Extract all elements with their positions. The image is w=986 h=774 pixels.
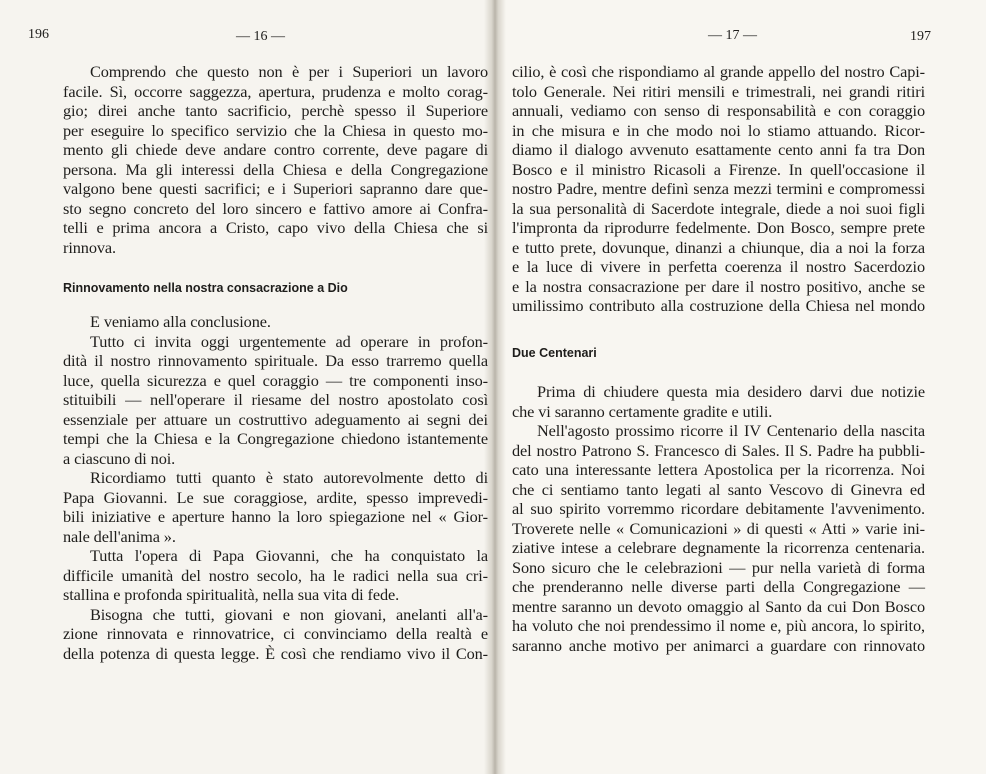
text-line: cilio, è così che rispondiamo al grande appello del nostro Capi- [512,62,925,81]
text-line: persona. Ma gli interessi della Chiesa e della Congregazione [63,159,488,179]
page-number: 197 [910,29,931,44]
text-line: nostro Padre, mentre definì senza mezzi termini e compromessi [512,179,925,198]
text-line: cato una interessante lettera Apostolica per la ricorrenza. Noi [512,460,925,479]
text-line: nale dell'anima ». [63,526,176,546]
text-line: Sono sicuro che le celebrazioni — pur nella varietà di forma [512,557,925,577]
text-line: e la nostra consacrazione per dare il nostro positivo, anche se [512,276,925,296]
text-line: facile. Sì, occorre saggezza, apertura, prudenza e molto corag- [63,81,488,101]
text-line: e la luce di vivere in perfetta coerenza il nostro Sacerdozio [512,257,925,276]
text-line: mentre saranno un devoto omaggio al Santo da cui Don Bosco [512,596,925,616]
text-line: bili iniziative e aperture hanno la loro spiegazione nel « Gior- [63,507,488,526]
text-line: Papa Giovanni. Le sue coraggiose, ardite, spesso imprevedi- [63,487,488,507]
text-line: telli e prima ancora a Cristo, capo vivo della Chiesa che si [63,218,488,237]
text-line: del nostro Patrono S. Francesco di Sales. Il S. Padre ha pubbli- [512,440,925,460]
text-line: in che misura e in che modo noi lo stiamo attuando. Ricor- [512,120,925,140]
text-line: annuali, vediamo con senso di responsabilità e con coraggio [512,101,925,120]
running-head: — 16 — [236,29,285,44]
text-line: ha voluto che noi prendessimo il nome e, più ancora, lo spirito, [512,616,925,635]
text-line: diamo il dialogo avvenuto esattamente cento anni fa tra Don [512,140,925,159]
text-line: della potenza di questa legge. È così che rendiamo vivo il Con- [63,643,488,663]
text-line: Tutto ci invita oggi urgentemente ad operare in profon- [90,331,488,351]
page-number: 196 [28,27,49,42]
text-line: a ciascuno di noi. [63,448,176,468]
text-line: Bisogna che tutti, giovani e non giovani, anelanti all'a- [90,604,488,624]
section-heading: Due Centenari [512,346,597,360]
text-line: per eseguire lo specifico servizio che la Chiesa in questo mo- [63,120,488,140]
text-line: stallina e profonda spiritualità, nella sua vita di fede. [63,585,400,604]
text-line: ziative intese a celebrare degnamente la ricorrenza centenaria. [512,538,925,557]
text-line: luce, quella sicurezza e quel coraggio — tre componenti inso- [63,370,488,390]
text-line: Ricordiamo tutti quanto è stato autorevolmente detto di [90,468,488,487]
text-line: mento gli chiede deve andare contro corrente, deve pagare di [63,140,488,159]
text-line: dità il nostro rinnovamento spirituale. Da esso trarremo quella [63,351,488,370]
text-line: l'impronta da riprodurre fedelmente. Don Bosco, sempre prete [512,218,925,237]
text-line: che prenderanno nelle diverse parti della Congregazione — [512,577,925,596]
text-line: difficile umanità del nostro secolo, ha le radici nella sua cri- [63,565,488,585]
text-line: che vi saranno certamente gradite e utili. [512,401,773,421]
text-line: Bosco e il ministro Ricasoli a Firenze. In quell'occasione il [512,159,925,179]
text-line: essenziale per attuare un costruttivo adeguamento ai segni dei [63,409,488,429]
text-line: Tutta l'opera di Papa Giovanni, che ha conquistato la [90,546,488,565]
text-line: E veniamo alla conclusione. [90,312,271,331]
text-line: al suo spirito vorremmo ricordare debitamente l'avvenimento. [512,499,925,518]
text-line: sto segno concreto del loro sincero e fattivo amore ai Confra- [63,198,488,218]
running-head: — 17 — [708,28,757,43]
text-line: gio; direi anche tanto sacrificio, perchè spesso il Superiore [63,101,488,120]
text-line: zione rinnovata e rinnovatrice, ci convinciamo della realtà e [63,624,488,643]
text-line: tempi che la Chiesa e la Congregazione chiedono istantemente [63,429,488,448]
text-line: la sua personalità di Sacerdote integrale, diede a noi suoi figli [512,198,925,218]
text-line: Nell'agosto prossimo ricorre il IV Centenario della nascita [537,421,925,440]
text-line: Prima di chiudere questa mia desidero darvi due notizie [537,382,925,401]
text-line: e tutto prete, dovunque, dinanzi a chiunque, dia a noi la forza [512,237,925,257]
section-heading: Rinnovamento nella nostra consacrazione a Dio [63,281,348,295]
text-line: rinnova. [63,237,117,257]
text-line: saranno anche motivo per animarci a guardare con rinnovato [512,635,925,655]
text-line: stituibili — nell'operare il riesame del nostro apostolato così [63,390,488,409]
text-line: valgono bene questi sacrifici; e i Superiori sapranno dare que- [63,179,488,198]
text-line: tolo Generale. Nei ritiri mensili e trimestrali, nei grandi ritiri [512,81,925,101]
text-line: umilissimo contributo alla costruzione della Chiesa nel mondo [512,296,925,315]
text-line: Comprendo che questo non è per i Superiori un lavoro [90,62,488,81]
text-line: che ci sentiamo tanto legati al santo Vescovo di Ginevra ed [512,479,925,499]
text-line: Troverete nelle « Comunicazioni » di questi « Atti » varie ini- [512,518,925,538]
